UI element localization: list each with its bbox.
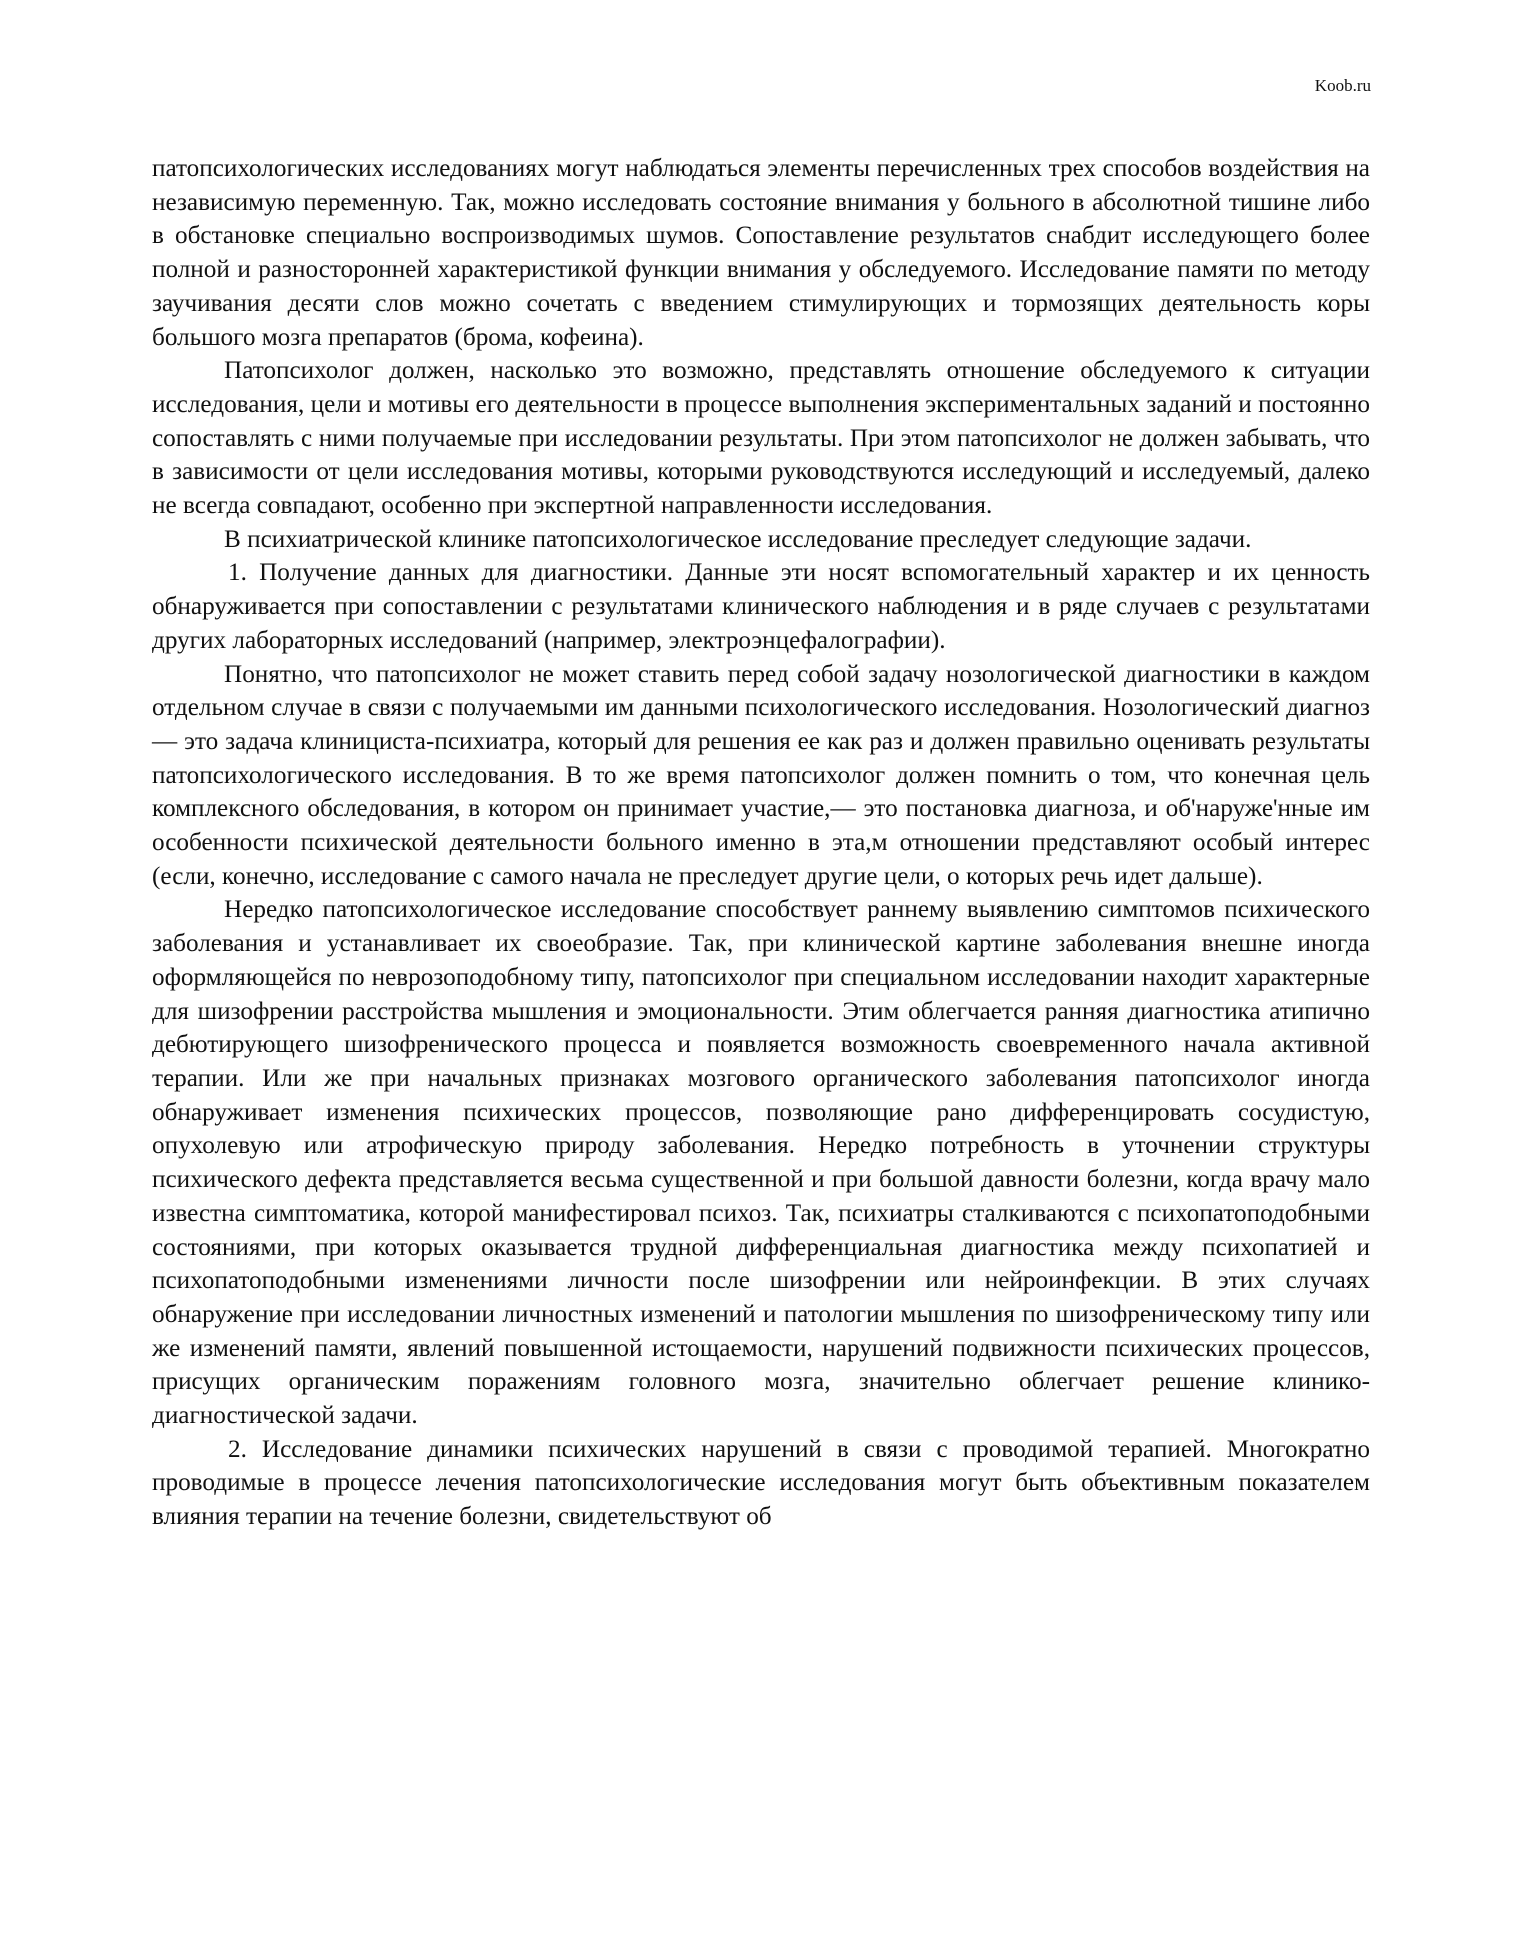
document-body: [152, 152, 1370, 1534]
page-header-site: Koob.ru: [1314, 76, 1371, 95]
list-item-diagnostics: 1. Получение данных для диагностики. Данные эти носят вспомогательный характер и их ценность обнаруживается при сопоставлении с результатами клинического наблюдения и в ряде случаев с результатами других лабораторных исследований (например, электроэнцефалографии).: [152, 559, 1370, 654]
list-item-dynamics: 2. Исследование динамики психических нарушений в связи с проводимой терапией. Многократно проводимые в процессе лечения патопсихологические исследования могут быть объективным показателем влияния терапии на течение болезни, свидетельствуют об: [152, 1435, 1370, 1531]
paragraph-continuation: патопсихологических исследованиях могут наблюдаться элементы перечисленных трех способов воздействия на независимую переменную. Так, можно исследовать состояние внимания у больного в абсолютной тишине либо в обстановке специально воспроизводимых шумов. Сопоставление результатов снабдит исследующего более полной и разносторонней характеристикой функции внимания у обследуемого. Исследование памяти по методу заучивания десяти слов можно сочетать с введением стимулирующих и тормозящих деятельность коры большого мозга препаратов (брома, кофеина).: [152, 155, 1370, 351]
paragraph-clinic-tasks: В психиатрической клинике патопсихологическое исследование преследует следующие задачи.: [224, 525, 1252, 553]
paragraph-early-detection: Нередко патопсихологическое исследование способствует раннему выявлению симптомов психического заболевания и устанавливает их своеобразие. Так, при клинической картине заболевания внешне иногда оформляющейся по неврозоподобному типу, патопсихолог при специальном исследовании находит характерные для шизофрении расстройства мышления и эмоциональности. Этим облегчается ранняя диагностика атипично дебютирующего шизофренического процесса и появляется возможность своевременного начала активной терапии. Или же при начальных признаках мозгового органического заболевания патопсихолог иногда обнаруживает изменения психических процессов, позволяющие рано дифференцировать сосудистую, опухолевую или атрофическую природу заболевания. Нередко потребность в уточнении структуры психического дефекта представляется весьма существенной и при большой давности болезни, когда врачу мало известна симптоматика, которой манифестировал психоз. Так, психиатры сталкиваются с психопатоподобными состояниями, при которых оказывается трудной дифференциальная диагностика между психопатией и психопатоподобными изменениями личности после шизофрении или нейроинфекции. В этих случаях обнаружение при исследовании личностных изменений и патологии мышления по шизофреническому типу или же изменений памяти, явлений повышенной истощаемости, нарушений подвижности психических процессов, присущих органическим поражениям головного мозга, значительно облегчает решение клинико-диагностической задачи.: [152, 896, 1370, 1430]
paragraph-pathopsychologist-attitude: Патопсихолог должен, насколько это возможно, представлять отношение обследуемого к ситуации исследования, цели и мотивы его деятельности в процессе выполнения экспериментальных заданий и постоянно сопоставлять с ними получаемые при исследовании результаты. При этом патопсихолог не должен забывать, что в зависимости от цели исследования мотивы, которыми руководствуются исследующий и исследуемый, далеко не всегда совпадают, особенно при экспертной направленности исследования.: [152, 357, 1370, 520]
paragraph-nosological-diagnosis: Понятно, что патопсихолог не может ставить перед собой задачу нозологической диагностики в каждом отдельном случае в связи с получаемыми им данными психологического исследования. Нозологический диагноз — это задача клинициста-психиатра, который для решения ее как раз и должен правильно оценивать результаты патопсихологического исследования. В то же время патопсихолог должен помнить о том, что конечная цель комплексного обследования, в котором он принимает участие,— это постановка диагноза, и об'наруже'нные им особенности психической деятельности больного именно в эта,м отношении представляют особый интерес (если, конечно, исследование с самого начала не преследует другие цели, о которых речь идет дальше).: [152, 660, 1370, 890]
